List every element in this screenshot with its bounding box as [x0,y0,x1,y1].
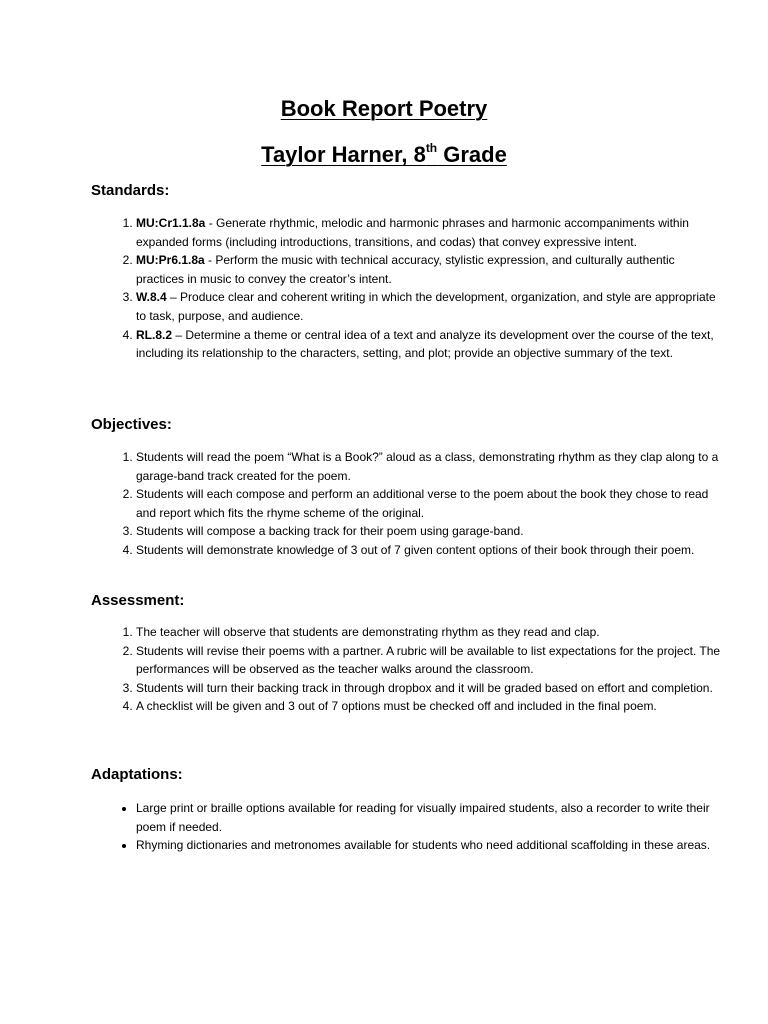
adaptations-list [91,799,726,855]
document-title: Book Report Poetry [280,96,488,121]
list-item: 4. A checklist will be given and 3 out of 7 options must be checked off and included in the final poem. [136,697,726,716]
objectives-list [91,448,726,560]
standard-text: - Generate rhythmic, melodic and harmonic phrases and harmonic accompaniments within expanded forms (including introductions, transitions, and codas) that convey expressive intent. [136,216,689,249]
list-item [136,251,726,288]
standard-text: – Determine a theme or central idea of a text and analyze its development over the course of the text, including its relationship to the characters, setting, and plot; provide an objective summary of the text. [136,327,714,361]
standard-text: - Perform the music with technical accuracy, stylistic expression, and culturally authentic practices in music to convey the creator’s intent. [136,253,675,286]
objectives-heading: Objectives: [91,416,172,433]
author-name-grade: Taylor Harner, 8 [261,142,426,167]
standard-code: MU:Pr6.1.8a [136,253,205,268]
list-item [136,326,726,363]
grade-superscript: th [425,141,438,155]
list-item: 2. Students will each compose and perform an additional verse to the poem about the book they chose to read and report which fits the rhyme scheme of the original. [136,485,726,522]
standard-text: – Produce clear and coherent writing in which the development, organization, and style are appropriate to task, purpose, and audience. [136,290,716,323]
list-item: 1. Students will read the poem “What is a Book?” aloud as a class, demonstrating rhythm as they clap along to a garage-band track created for the poem. [136,448,726,485]
list-item: • Rhyming dictionaries and metronomes available for students who need additional scaffolding in these areas. [136,836,726,855]
standard-code: MU:Cr1.1.8a [136,216,206,230]
list-item: • Large print or braille options available for reading for visually impaired students, also a recorder to write their poem if needed. [136,799,726,836]
assessment-list [91,623,726,716]
author-line [0,142,768,168]
list-item: 4. Students will demonstrate knowledge of 3 out of 7 given content options of their book through their poem. [136,541,726,560]
adaptations-heading: Adaptations: [91,766,183,783]
assessment-heading: Assessment: [91,592,185,609]
list-item: 1. The teacher will observe that students are demonstrating rhythm as they read and clap. [136,623,726,642]
standard-code: W.8.4 [136,290,167,305]
list-item: 2. Students will revise their poems with a partner. A rubric will be available to list expectations for the project. The performances will be observed as the teacher walks around the classroom. [136,642,726,679]
list-item [136,288,726,325]
list-item: 3. Students will turn their backing track in through dropbox and it will be graded based on effort and completion. [136,679,726,698]
standards-list [91,214,726,363]
list-item: 3. Students will compose a backing track for their poem using garage-band. [136,522,726,541]
grade-label: Grade [437,142,507,167]
list-item [136,214,726,251]
standard-code: RL.8.2 [136,327,173,342]
standards-heading: Standards: [91,182,170,199]
